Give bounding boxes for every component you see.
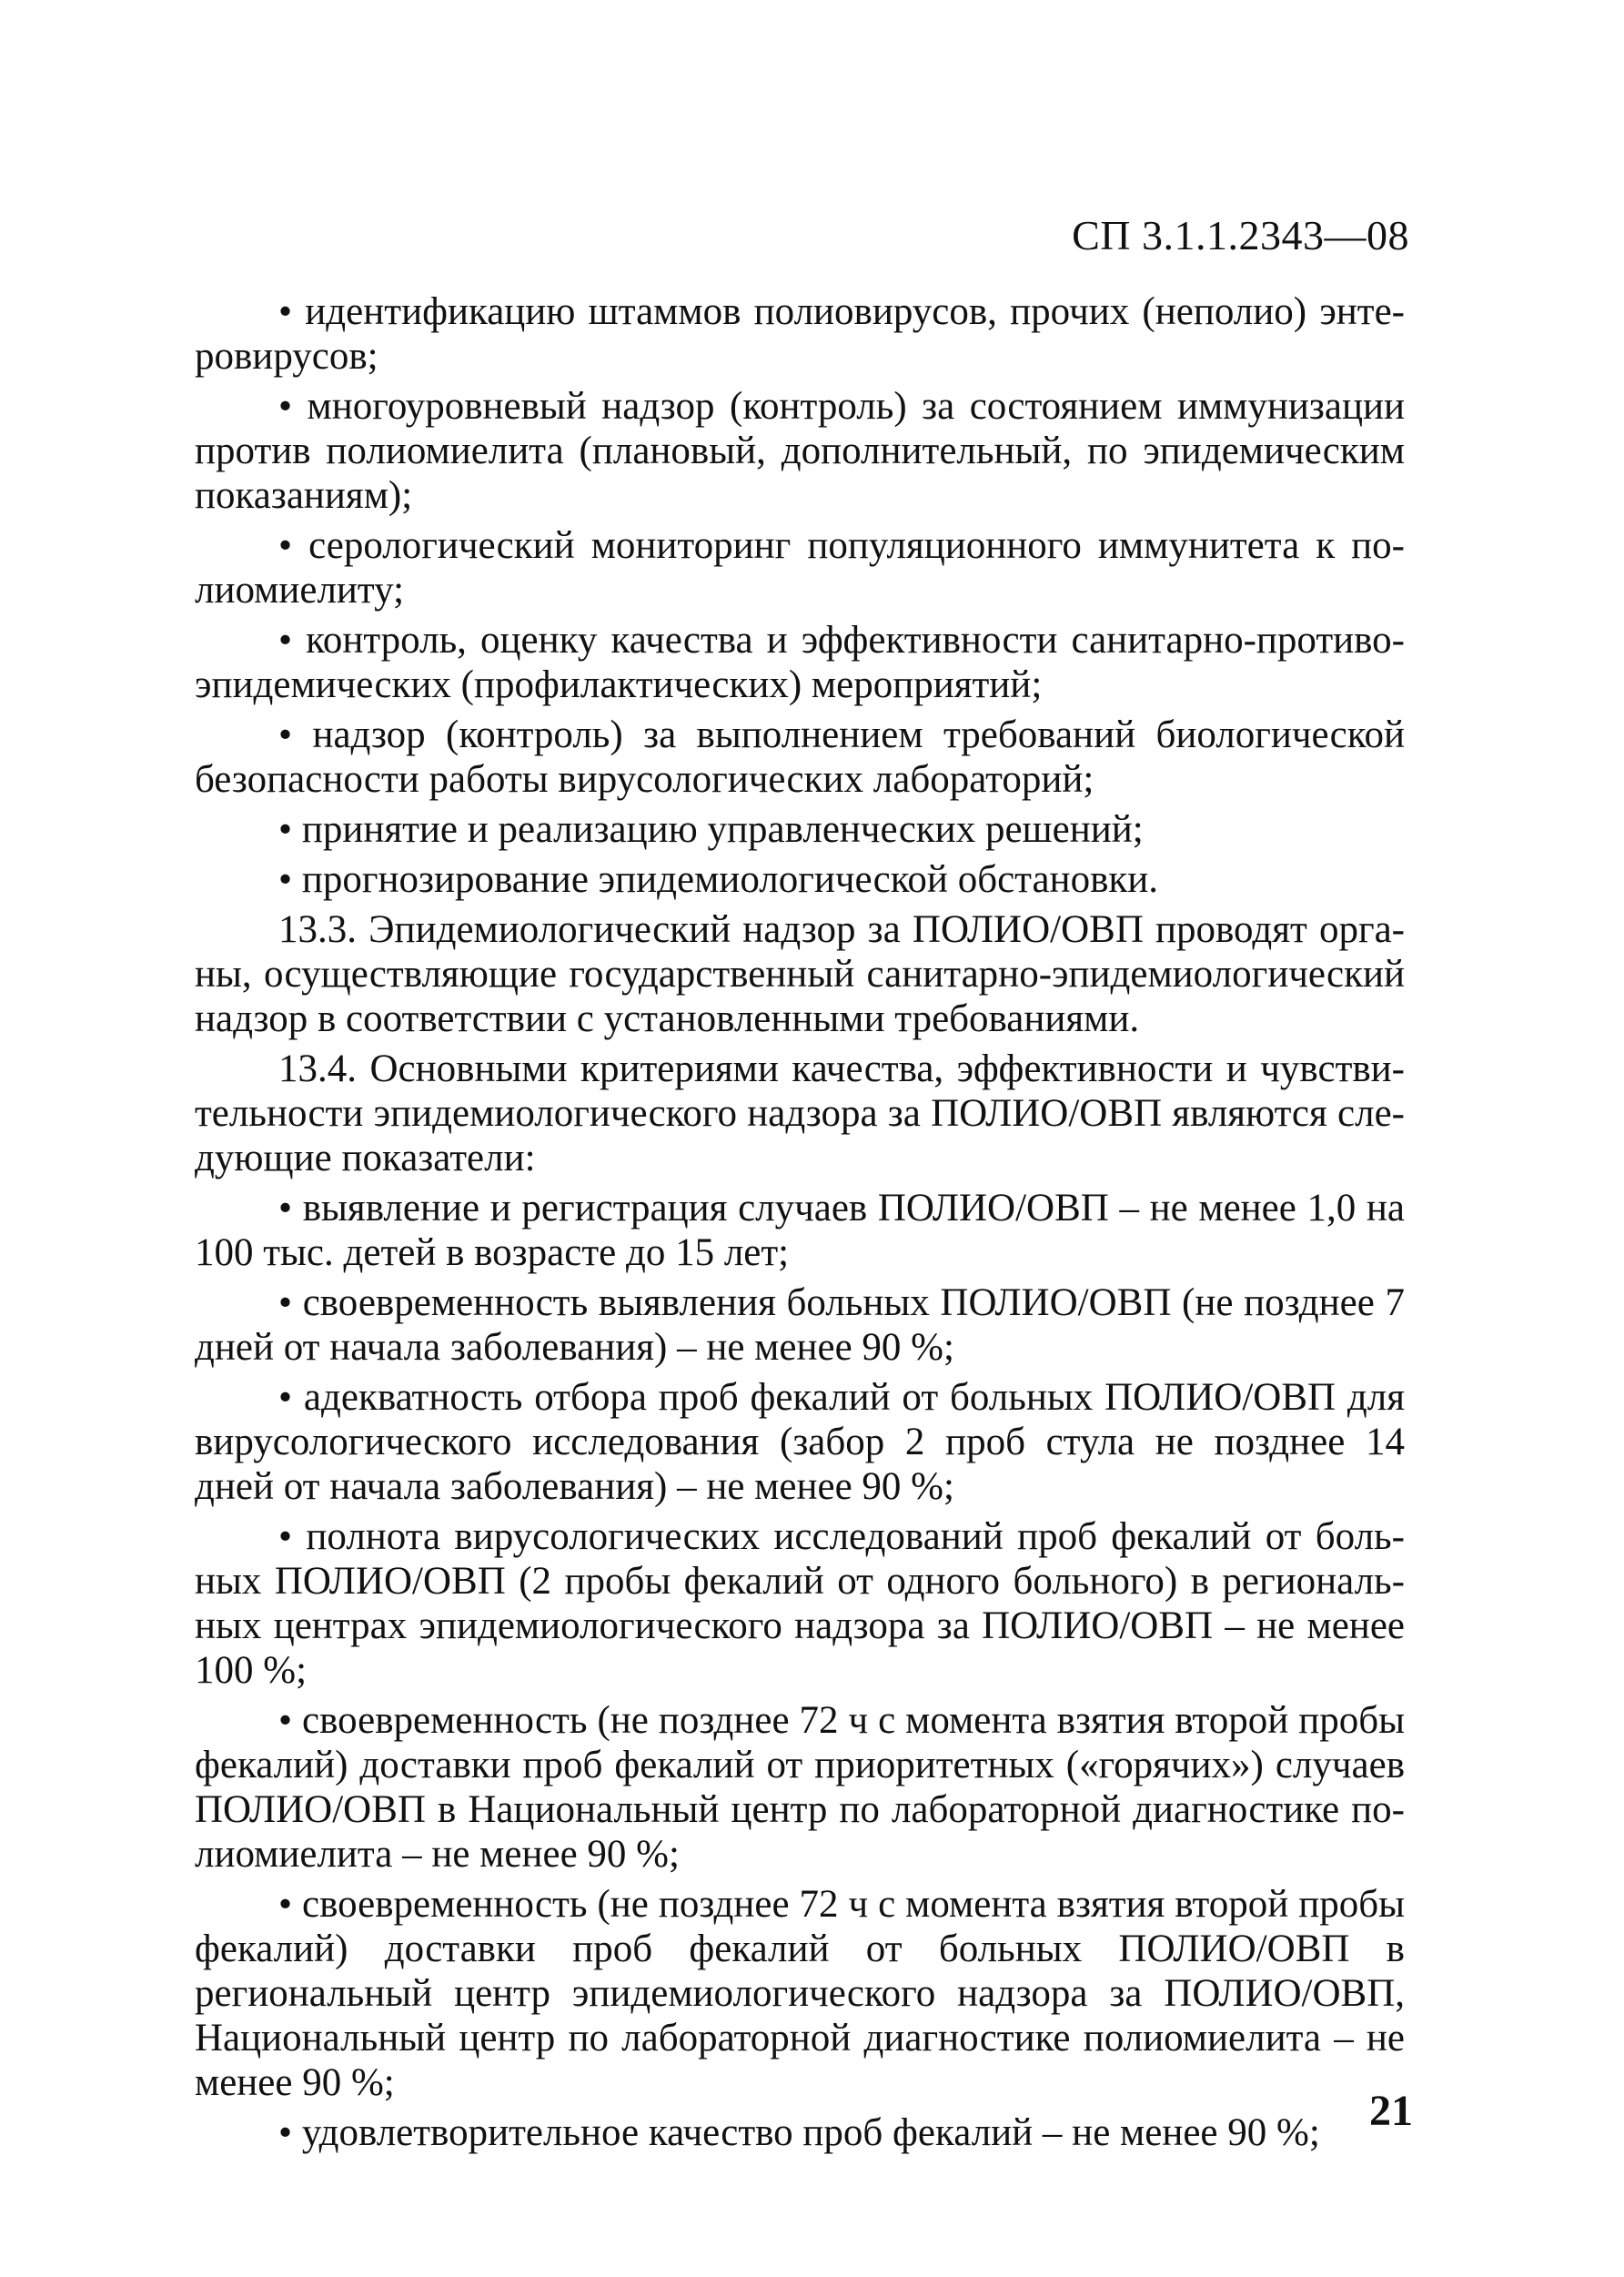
paragraph-13-3: 13.3. Эпидемиологический надзор за ПОЛИО/ОВП проводят органы, осуществляющие государственный санитарно-эпидемиологический надзор в соответствии с установленными требованиями. [195, 908, 1405, 1040]
paragraph-13-4: 13.4. Основными критериями качества, эффективности и чувствительности эпидемиологического надзора за ПОЛИО/ОВП являются следующие показатели: [195, 1047, 1405, 1179]
bullet-item: • контроль, оценку качества и эффективности санитарно-противоэпидемических (профилактических) мероприятий; [195, 618, 1405, 707]
bullet-item: • надзор (контроль) за выполнением требований биологической безопасности работы вирусологических лабораторий; [195, 713, 1405, 802]
bullet-item: • адекватность отбора проб фекалий от больных ПОЛИО/ОВП для вирусологического исследования (забор 2 проб стула не позднее 14 дней от начала заболевания) – не менее 90 %; [195, 1375, 1405, 1509]
bullet-item: • удовлетворительное качество проб фекалий – не менее 90 %; [195, 2110, 1405, 2155]
bullet-item: • выявление и регистрация случаев ПОЛИО/ОВП – не менее 1,0 на 100 тыс. детей в возрасте до 15 лет; [195, 1186, 1405, 1275]
bullet-item: • своевременность (не позднее 72 ч с момента взятия второй пробы фекалий) доставки проб фекалий от приоритетных («горячих») случаев ПОЛИО/ОВП в Национальный центр по лабораторной диагностике полиомиелита – не менее 90 %; [195, 1698, 1405, 1877]
bullet-item: • своевременность выявления больных ПОЛИО/ОВП (не позднее 7 дней от начала заболевания) – не менее 90 %; [195, 1280, 1405, 1370]
page-number: 21 [1369, 2087, 1413, 2135]
bullet-item: • принятие и реализацию управленческих решений; [195, 807, 1405, 852]
document-code-header: СП 3.1.1.2343—08 [1072, 212, 1409, 258]
bullet-item: • прогнозирование эпидемиологической обстановки. [195, 857, 1405, 902]
bullet-item: • многоуровневый надзор (контроль) за состоянием иммунизации против полиомиелита (плановый, дополнительный, по эпидемическим показаниям); [195, 384, 1405, 518]
bullet-item: • полнота вирусологических исследований проб фекалий от больных ПОЛИО/ОВП (2 пробы фекалий от одного больного) в региональных центрах эпидемиологического надзора за ПОЛИО/ОВП – не менее 100 %; [195, 1514, 1405, 1693]
bullet-item: • идентификацию штаммов полиовирусов, прочих (неполио) энтеровирусов; [195, 289, 1405, 379]
bullet-item: • серологический мониторинг популяционного иммунитета к полиомиелиту; [195, 523, 1405, 612]
document-body [195, 289, 1405, 2161]
bullet-item: • своевременность (не позднее 72 ч с момента взятия второй пробы фекалий) доставки проб фекалий от больных ПОЛИО/ОВП в региональный центр эпидемиологического надзора за ПОЛИО/ОВП, Национальный центр по лабораторной диагностике полиомиелита – не менее 90 %; [195, 1882, 1405, 2105]
